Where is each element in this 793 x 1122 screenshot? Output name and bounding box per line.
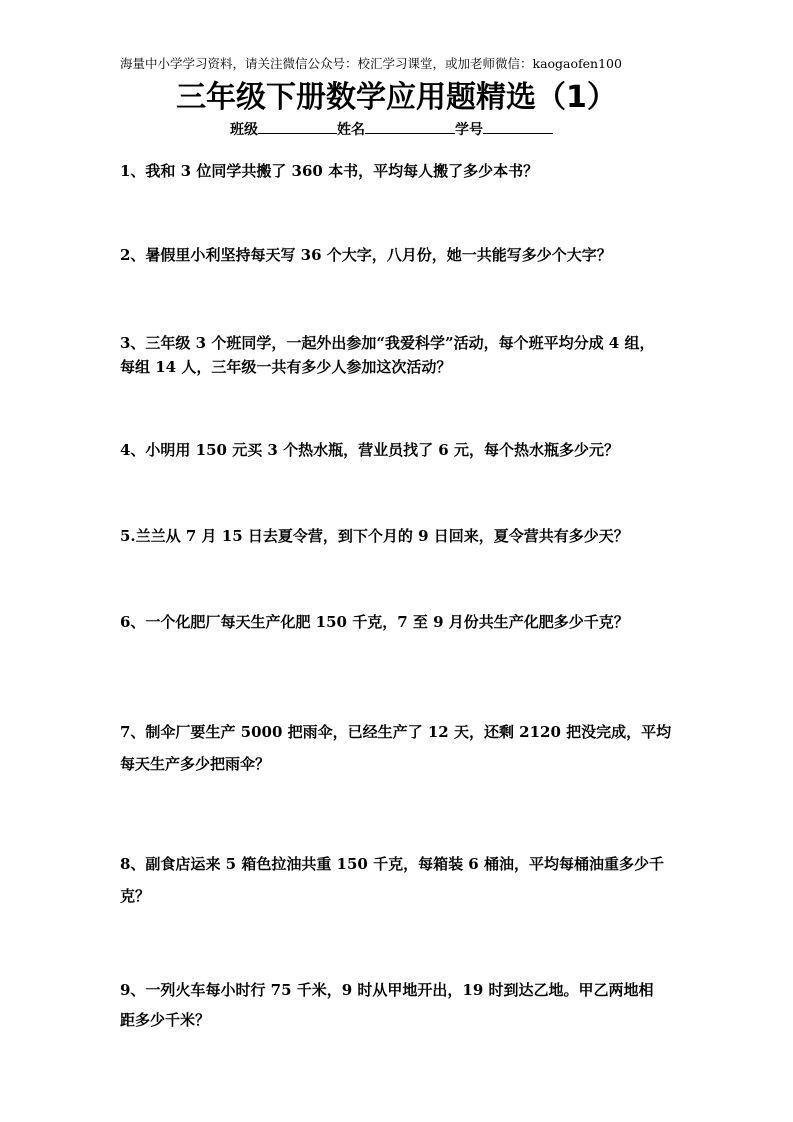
question-line: 8、副食店运来 5 箱色拉油共重 150 千克，每箱装 6 桶油，平均每桶油重多少千: [120, 855, 664, 873]
question-6: [120, 611, 680, 633]
class-label: 班级: [230, 122, 258, 138]
question-line: 9、一列火车每小时行 75 千米，9 时从甲地开出，19 时到达乙地。甲乙两地相: [120, 981, 654, 999]
page-title: 三年级下册数学应用题精选（1）: [176, 80, 617, 115]
number-label: 学号: [455, 122, 483, 138]
question-4: [120, 439, 680, 461]
question-2: [120, 244, 680, 266]
name-label: 姓名: [337, 122, 365, 138]
question-1: [120, 160, 680, 182]
question-line: 4、小明用 150 元买 3 个热水瓶，营业员找了 6 元，每个热水瓶多少元？: [120, 441, 619, 459]
question-line: 6、一个化肥厂每天生产化肥 150 千克，7 至 9 月份共生产化肥多少千克？: [120, 613, 629, 631]
question-line: 每组 14 人，三年级一共有多少人参加这次活动？: [120, 358, 452, 376]
question-line: 7、制伞厂要生产 5000 把雨伞，已经生产了 12 天，还剩 2120 把没完成，平均: [120, 723, 672, 741]
question-line: 2、暑假里小利坚持每天写 36 个大字，八月份，她一共能写多少个大字？: [120, 246, 612, 264]
question-line: 每天生产多少把雨伞？: [120, 755, 271, 773]
question-line: 3、三年级 3 个班同学，一起外出参加“我爱科学”活动，每个班平均分成 4 组，: [120, 334, 655, 352]
question-7: [120, 716, 680, 780]
header-note: 海量中小学学习资料，请关注微信公众号：校汇学习课堂，或加老师微信：kaogaofen100: [120, 56, 622, 71]
student-info-line: [230, 118, 553, 140]
question-9: [120, 975, 680, 1035]
question-line: 5.兰兰从 7 月 15 日去夏令营，到下个月的 9 日回来，夏令营共有多少天？: [120, 527, 629, 545]
question-8: [120, 848, 680, 912]
question-line: 1、我和 3 位同学共搬了 360 本书，平均每人搬了多少本书？: [120, 162, 539, 180]
question-line: 克？: [120, 887, 151, 905]
number-blank[interactable]: [483, 118, 553, 134]
class-blank[interactable]: [258, 118, 337, 134]
question-5: [120, 525, 680, 547]
name-blank[interactable]: [365, 118, 455, 134]
question-3: [120, 331, 680, 379]
question-line: 距多少千米？: [120, 1011, 211, 1029]
